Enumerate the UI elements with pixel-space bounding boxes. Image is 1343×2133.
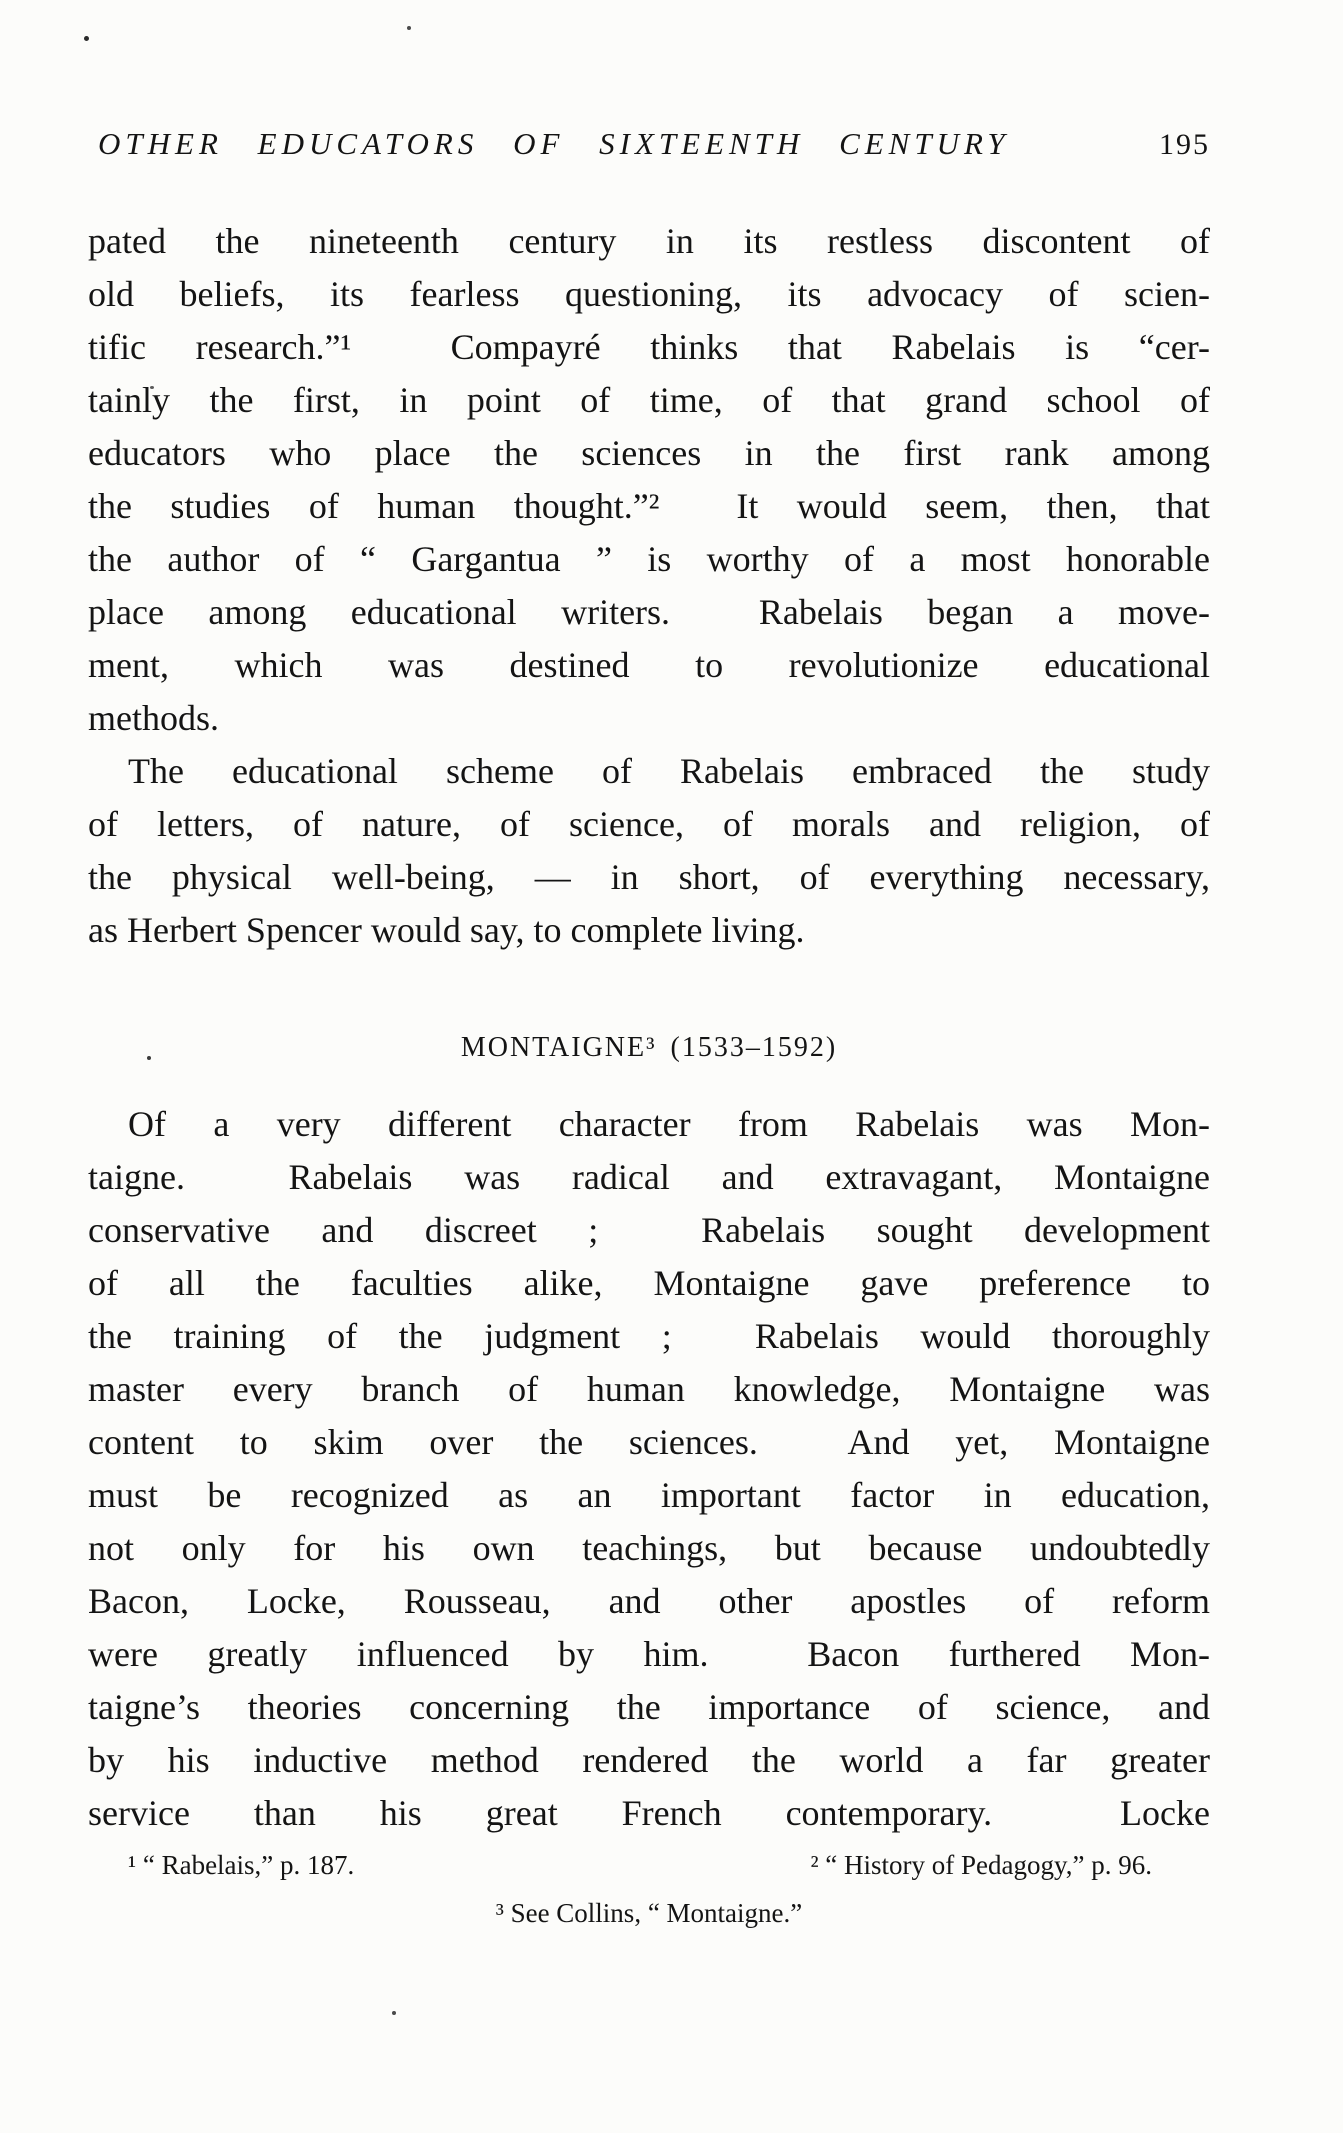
text-line: of letters, of nature, of science, of morals and religion, of bbox=[88, 804, 1210, 844]
page-number: 195 bbox=[1159, 128, 1210, 161]
paragraph bbox=[88, 1098, 1210, 1840]
text-line: educators who place the sciences in the first rank among bbox=[88, 433, 1210, 473]
text-line: the training of the judgment ; Rabelais would thoroughly bbox=[88, 1316, 1210, 1356]
text-line: as Herbert Spencer would say, to complete living. bbox=[88, 910, 805, 950]
scan-speck bbox=[392, 2011, 396, 2015]
text-line: service than his great French contemporary. Locke bbox=[88, 1793, 1210, 1833]
text-line: taigne’s theories concerning the importance of science, and bbox=[88, 1687, 1210, 1727]
footnote-row bbox=[88, 1893, 1210, 1933]
running-head-title: OTHER EDUCATORS OF SIXTEENTH CENTURY bbox=[98, 126, 1010, 161]
scan-speck bbox=[407, 26, 411, 30]
scan-speck bbox=[84, 36, 89, 41]
text-line: pated the nineteenth century in its restless discontent of bbox=[88, 221, 1210, 261]
text-line: were greatly influenced by him. Bacon furthered Mon- bbox=[88, 1634, 1210, 1674]
text-line: must be recognized as an important factor in education, bbox=[88, 1475, 1210, 1515]
text-line: Bacon, Locke, Rousseau, and other apostles of reform bbox=[88, 1581, 1210, 1621]
text-line: place among educational writers. Rabelais began a move- bbox=[88, 592, 1210, 632]
paragraph bbox=[88, 215, 1210, 745]
text-line: conservative and discreet ; Rabelais sought development bbox=[88, 1210, 1210, 1250]
text-line: the author of “ Gargantua ” is worthy of a most honorable bbox=[88, 539, 1210, 579]
text-line: tainly the first, in point of time, of that grand school of bbox=[88, 380, 1210, 420]
text-line: methods. bbox=[88, 698, 219, 738]
text-line: content to skim over the sciences. And yet, Montaigne bbox=[88, 1422, 1210, 1462]
text-line: master every branch of human knowledge, Montaigne was bbox=[88, 1369, 1210, 1409]
text-line: The educational scheme of Rabelais embraced the study bbox=[128, 751, 1210, 791]
text-line: ment, which was destined to revolutionize educational bbox=[88, 645, 1210, 685]
text-line: taigne. Rabelais was radical and extravagant, Montaigne bbox=[88, 1157, 1210, 1197]
paragraph bbox=[88, 745, 1210, 957]
text-line: of all the faculties alike, Montaigne gave preference to bbox=[88, 1263, 1210, 1303]
footnote-row bbox=[88, 1845, 1210, 1885]
text-line: not only for his own teachings, but because undoubtedly bbox=[88, 1528, 1210, 1568]
text-line: old beliefs, its fearless questioning, its advocacy of scien- bbox=[88, 274, 1210, 314]
footnote-1: ¹ “ Rabelais,” p. 187. bbox=[128, 1850, 355, 1880]
text-line: by his inductive method rendered the world a far greater bbox=[88, 1740, 1210, 1780]
footnote-2: ² “ History of Pedagogy,” p. 96. bbox=[810, 1850, 1152, 1880]
footnote-3: ³ See Collins, “ Montaigne.” bbox=[495, 1898, 803, 1928]
body-paragraphs-top bbox=[88, 215, 1210, 957]
text-line: the physical well-being, — in short, of everything necessary, bbox=[88, 857, 1210, 897]
text-line: Of a very different character from Rabelais was Mon- bbox=[128, 1104, 1210, 1144]
text-line: tific research.”¹ Compayré thinks that Rabelais is “cer- bbox=[88, 327, 1210, 367]
body-paragraphs-bottom bbox=[88, 1098, 1210, 1840]
footnotes bbox=[88, 1845, 1210, 1933]
running-head bbox=[88, 126, 1210, 162]
text-line: the studies of human thought.”² It would seem, then, that bbox=[88, 486, 1210, 526]
section-heading: MONTAIGNE³ (1533–1592) bbox=[460, 1032, 838, 1063]
